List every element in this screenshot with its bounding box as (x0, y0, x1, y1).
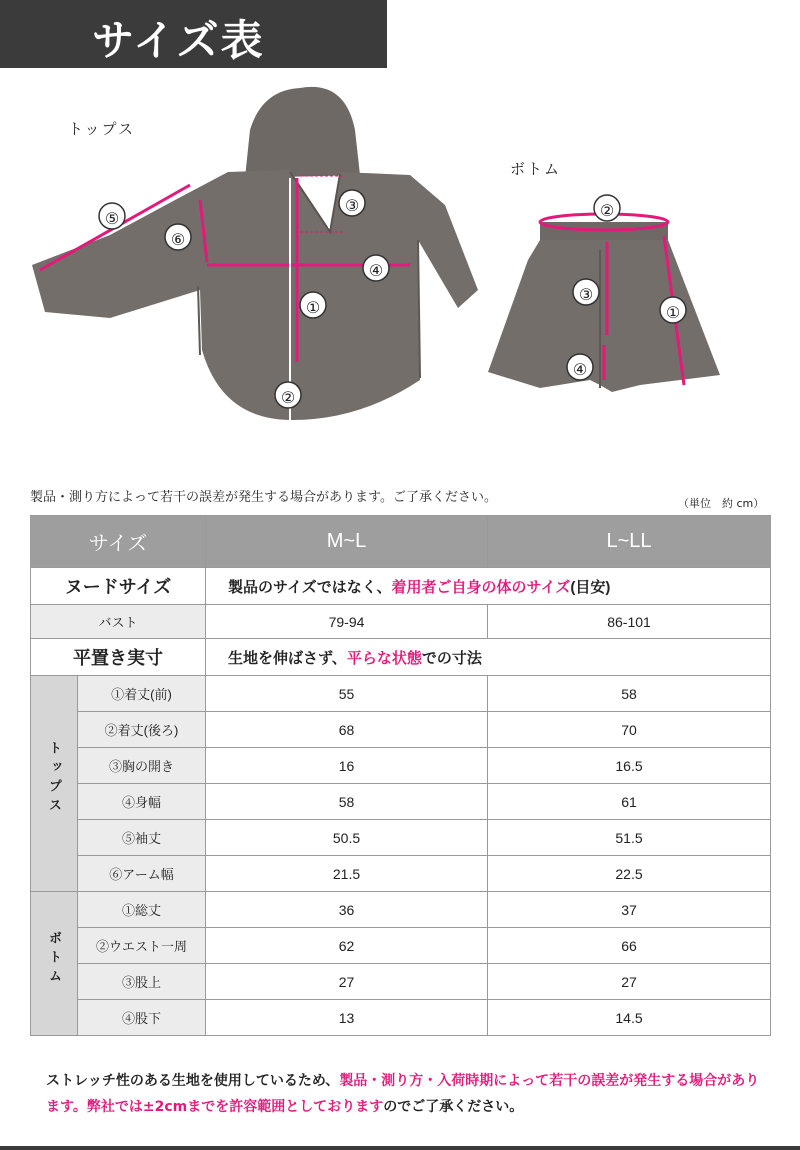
tops-label: トップス (68, 120, 135, 138)
cell-value: 37 (488, 892, 771, 928)
nude-size-desc: 製品のサイズではなく、着用者ご自身の体のサイズ(目安) (206, 568, 771, 605)
tops-group-label: トップス (31, 676, 78, 892)
flat-size-desc: 生地を伸ばさず、平らな状態での寸法 (206, 639, 771, 676)
marker-circle (165, 224, 191, 250)
row-label: ②着丈(後ろ) (78, 712, 206, 748)
hoodie-drawing (32, 87, 478, 420)
cell-value: 16.5 (488, 748, 771, 784)
svg-text:②: ② (280, 388, 296, 407)
nude-size-row (31, 568, 771, 605)
unit-note: （単位 約 cm） (678, 497, 765, 510)
marker-circle (573, 279, 599, 305)
table-row (31, 712, 771, 748)
bottoms-group-label: ボトム (31, 892, 78, 1036)
svg-text:②: ② (599, 201, 615, 220)
marker-circle (363, 255, 389, 281)
cell-value: 50.5 (206, 820, 488, 856)
cell-value: 22.5 (488, 856, 771, 892)
bust-value-1: 79-94 (206, 605, 488, 639)
cell-value: 21.5 (206, 856, 488, 892)
marker-circle (594, 195, 620, 221)
cell-value: 51.5 (488, 820, 771, 856)
cell-value: 58 (488, 676, 771, 712)
table-row (31, 784, 771, 820)
table-row (31, 928, 771, 964)
row-label: ③胸の開き (78, 748, 206, 784)
cell-value: 66 (488, 928, 771, 964)
disclaimer-top: 製品・測り方によって若干の誤差が発生する場合があります。ご了承ください。 (30, 490, 497, 505)
row-label: ①着丈(前) (78, 676, 206, 712)
row-label: ④股下 (78, 1000, 206, 1036)
table-header-row (31, 516, 771, 568)
bust-label: バスト (31, 605, 206, 639)
table-row (31, 964, 771, 1000)
bottom-rule (0, 1146, 800, 1150)
bust-value-2: 86-101 (488, 605, 771, 639)
svg-text:④: ④ (368, 261, 384, 280)
svg-text:①: ① (305, 298, 321, 317)
svg-text:⑥: ⑥ (170, 230, 186, 249)
cell-value: 70 (488, 712, 771, 748)
marker-circle (99, 203, 125, 229)
table-row (31, 748, 771, 784)
marker-circle (660, 297, 686, 323)
row-label: ①総丈 (78, 892, 206, 928)
cell-value: 55 (206, 676, 488, 712)
marker-circle (567, 354, 593, 380)
row-label: ④身幅 (78, 784, 206, 820)
svg-text:④: ④ (572, 360, 588, 379)
svg-text:③: ③ (344, 196, 360, 215)
bottoms-label: ボトム (510, 160, 562, 178)
cell-value: 16 (206, 748, 488, 784)
row-label: ③股上 (78, 964, 206, 1000)
table-row (31, 820, 771, 856)
row-label: ②ウエスト一周 (78, 928, 206, 964)
table-row (31, 856, 771, 892)
svg-text:①: ① (665, 303, 681, 322)
svg-text:⑤: ⑤ (104, 209, 120, 228)
disclaimer-bottom (46, 1068, 766, 1120)
cell-value: 68 (206, 712, 488, 748)
table-row (31, 605, 771, 639)
marker-circle (300, 292, 326, 318)
cell-value: 27 (206, 964, 488, 1000)
table-row (31, 676, 771, 712)
table-row (31, 1000, 771, 1036)
cell-value: 27 (488, 964, 771, 1000)
marker-circle (275, 382, 301, 408)
disclaimer-highlight: 製品・測り方・入荷時期によって若干の誤差が発生する場合があります。弊社では±2cmまでを許容範囲としております (46, 1073, 760, 1115)
row-label: ⑥アーム幅 (78, 856, 206, 892)
page-title: サイズ表 (92, 16, 265, 65)
disclaimer-part: ストレッチ性のある生地を使用しているため、 (46, 1073, 340, 1089)
table-row (31, 892, 771, 928)
cell-value: 36 (206, 892, 488, 928)
cell-value: 13 (206, 1000, 488, 1036)
garment-illustration (0, 0, 800, 470)
svg-text:③: ③ (578, 285, 594, 304)
header-size: サイズ (31, 516, 206, 568)
marker-circle (339, 190, 365, 216)
nude-size-title: ヌードサイズ (31, 568, 206, 605)
cell-value: 58 (206, 784, 488, 820)
header-col-2: L~LL (488, 516, 771, 568)
header-col-1: M~L (206, 516, 488, 568)
disclaimer-part: のでご了承ください。 (383, 1099, 524, 1115)
cell-value: 14.5 (488, 1000, 771, 1036)
size-table (30, 515, 771, 1036)
row-label: ⑤袖丈 (78, 820, 206, 856)
cell-value: 62 (206, 928, 488, 964)
flat-size-row (31, 639, 771, 676)
cell-value: 61 (488, 784, 771, 820)
flat-size-title: 平置き実寸 (31, 639, 206, 676)
